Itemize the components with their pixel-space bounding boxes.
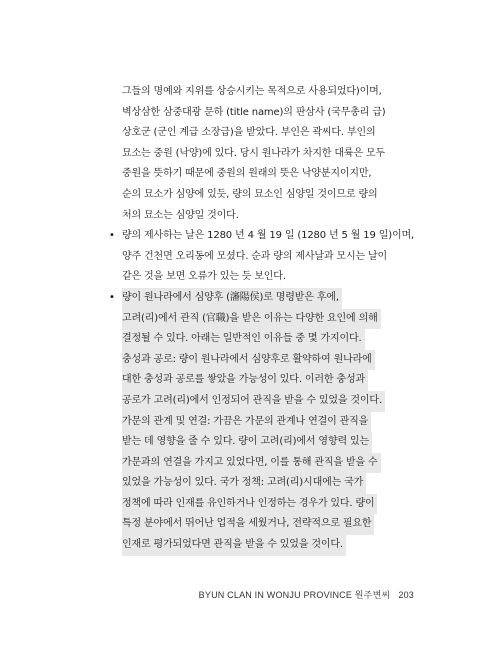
text-line: 처의 묘소는 심양일 것이다. <box>122 209 239 221</box>
text-line: 인재로 평가되었다면 관직을 받을 수 있었을 것이다. <box>122 535 346 556</box>
text-line: 결정될 수 있다. 아래는 일반적인 이유들 중 몇 가지이다. <box>122 329 365 350</box>
text-line: 그들의 명예와 지위를 상승시키는 목적으로 사용되었다)이며, <box>122 86 382 97</box>
text-line: 량의 제사하는 날은 1280 년 4 월 19 일 (1280 년 5 월 19 일)이며, <box>122 230 415 242</box>
text-line: 같은 것을 보면 오류가 있는 듯 보인다. <box>122 271 286 283</box>
text-line: 공로가 고려(리)에서 인정되어 관직을 받을 수 있었을 것이다. <box>122 391 385 412</box>
page-number: 203 <box>398 590 414 600</box>
bullet-item-highlighted <box>109 288 422 556</box>
bullet-first-line <box>109 226 422 247</box>
page-footer <box>199 588 414 601</box>
bullet-icon: • <box>109 230 115 242</box>
text-line: 상호군 (군인 계급 소장급)을 받았다. 부인은 곽씨다. 부인의 <box>122 127 376 139</box>
text-line: 충성과 공로: 량이 원나라에서 심양후로 활약하여 원나라에 <box>122 350 375 371</box>
text-line: 벽상삼한 삼중대광 문하 (title name)의 판삼사 (국무총리 급) <box>122 106 386 118</box>
bullet-icon: • <box>109 291 115 303</box>
text-line: 있었을 가능성이 있다. 국가 정책: 고려(리)시대에는 국가 <box>122 473 366 494</box>
body-text <box>109 82 422 556</box>
text-line: 특정 분야에서 뛰어난 업적을 세웠거나, 전략적으로 필요한 <box>122 514 374 535</box>
text-line: 가문의 관계 및 연결: 가끔은 가문의 관계나 연결이 관직을 <box>122 412 371 433</box>
bullet-item <box>109 226 422 288</box>
text-line: 묘소는 중원 (낙양)에 있다. 당시 원나라가 차지한 대륙은 모두 <box>122 147 386 159</box>
bullet-first-line <box>109 288 422 309</box>
running-head: BYUN CLAN IN WONJU PROVINCE 원주변씨 <box>198 590 391 600</box>
text-line: 순의 묘소가 심양에 있듯, 량의 묘소인 심양일 것이므로 량의 <box>122 188 378 200</box>
paragraph <box>122 82 422 226</box>
text-line: 받는 데 영향을 줄 수 있다. 량이 고려(리)에서 영향력 있는 <box>122 432 372 453</box>
text-line: 양주 건천면 오리동에 모셨다. 순과 량의 제사날과 모시는 날이 <box>122 250 388 262</box>
text-line: 고려(리)에서 관직 (官職)을 받은 이유는 다양한 요인에 의해 <box>122 309 381 330</box>
text-line: 가문과의 연결을 가지고 있었다면, 이를 통해 관직을 받을 수 <box>122 453 381 474</box>
text-line: 량이 원나라에서 심양후 (瀋陽侯)로 명령받은 후에, <box>122 288 342 309</box>
text-line: 중원을 뜻하기 때문에 중원의 원래의 뜻은 낙양분지이지만, <box>122 168 372 180</box>
text-line: 정책에 따라 인재를 유인하거나 인정하는 경우가 있다. 량이 <box>122 494 377 515</box>
text-line: 대한 충성과 공로를 쌓았을 가능성이 있다. 이러한 충성과 <box>122 370 368 391</box>
